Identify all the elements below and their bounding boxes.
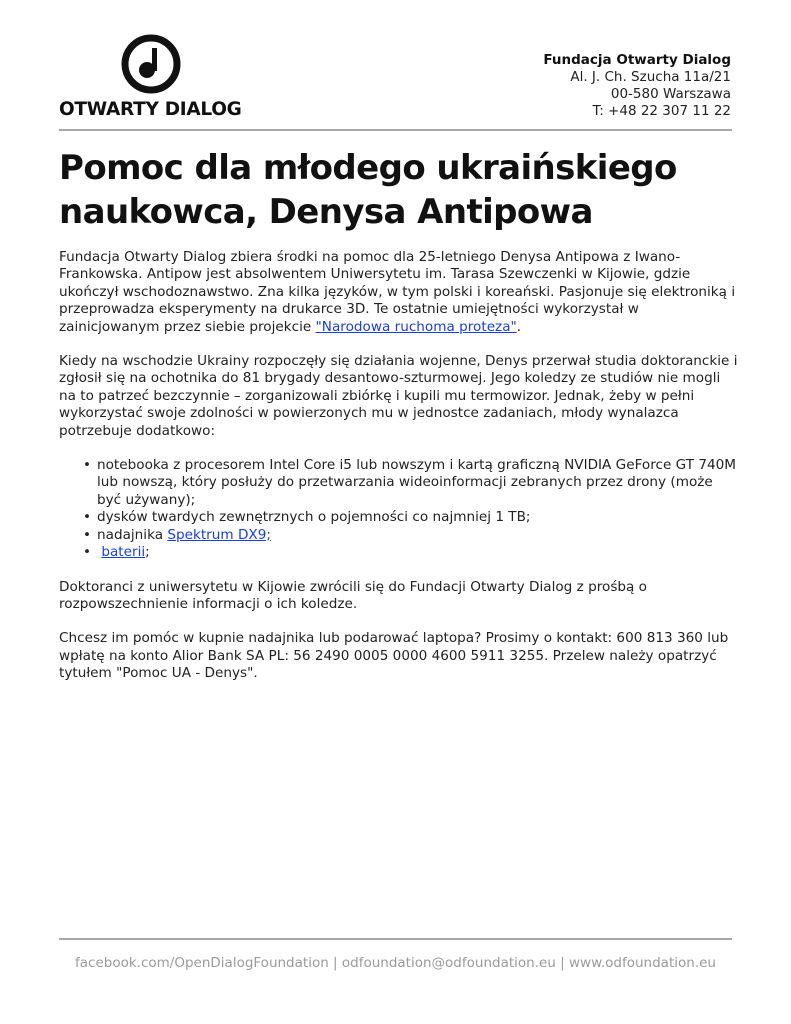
page-title: Pomoc dla młodego ukraińskiego naukowca, Denysa Antipowa [59, 148, 677, 232]
paragraph-request: Doktoranci z uniwersytetu w Kijowie zwrócili się do Fundacji Otwarty Dialog z prośbą o rozpowszechnienie informacji o ich koledze. [59, 578, 647, 612]
list-item-batteries [97, 544, 739, 561]
list-item-notebook: • notebooka z procesorem Intel Core i5 lub nowszym i kartą graficzną NVIDIA GeForce GT 740M lub nowszą, który posłuży do przetwarzania wideoinformacji zebranych przez drony (może być używany); [97, 457, 739, 509]
spektrum-dx9-link[interactable]: Spektrum DX9; [167, 526, 271, 543]
otwarty-dialog-logo-icon [121, 34, 181, 94]
paragraph-intro-text: Fundacja Otwarty Dialog zbiera środki na pomoc dla 25-letniego Denysa Antipowa z Iwano-Frankowska. Antipow jest absolwentem Uniwersytetu im. Tarasa Szewczenki w Kijowie, gdzie ukończył wschodoznawstwo. Zna kilka języków, w tym polski i koreański. Pasjonuje się elektroniką i przeprowadza eksperymenty na drukarce 3D. Te ostatnie umiejętności wykorzystał w zainicjowanym przez siebie projekcie [59, 249, 736, 335]
logo [59, 34, 249, 124]
narodowa-ruchoma-proteza-link[interactable]: "Narodowa ruchoma proteza" [315, 318, 517, 335]
address-city: 00-580 Warszawa [610, 86, 731, 102]
batteries-link[interactable]: baterii [101, 544, 146, 561]
needs-list [59, 457, 739, 561]
logo-text: OTWARTY DIALOG [59, 99, 242, 120]
footer-contact-line: facebook.com/OpenDialogFoundation | odfoundation@odfoundation.eu | www.odfoundation.eu [75, 955, 716, 971]
paragraph-contact: Chcesz im pomóc w kupnie nadajnika lub podarować laptopa? Prosimy o kontakt: 600 813 360 lub wpłatę na konto Alior Bank SA PL: 56 2490 0005 0000 4600 5911 3255. Przelew należy opatrzyć tytułem "Pomoc UA - Denys". [59, 630, 729, 682]
paragraph-intro [59, 249, 739, 336]
paragraph-intro-end: . [516, 318, 522, 335]
list-item-transmitter-label: nadajnika [97, 526, 168, 543]
header-divider [59, 129, 732, 131]
list-item-hard-drives: • dysków twardych zewnętrznych o pojemności co najmniej 1 TB; [97, 509, 739, 526]
organization-address [543, 52, 731, 120]
list-item-transmitter [97, 527, 739, 544]
address-street: Al. J. Ch. Szucha 11a/21 [570, 69, 731, 85]
phone-number: T: +48 22 307 11 22 [592, 103, 731, 119]
organization-name: Fundacja Otwarty Dialog [543, 52, 731, 68]
paragraph-war: Kiedy na wschodzie Ukrainy rozpoczęły się działania wojenne, Denys przerwał studia doktoranckie i zgłosił się na ochotnika do 81 brygady desantowo-szturmowej. Jego koledzy ze studiów nie mogli na to patrzeć bezczynnie – zorganizowali zbiórkę i kupili mu termowizor. Jednak, żeby w pełni wykorzystać swoje zdolności w powierzonych mu w jednostce zadaniach, młody wynalazca potrzebuje dodatkowo: [59, 353, 738, 439]
footer-divider [59, 938, 732, 940]
list-item-batteries-suffix: ; [145, 544, 150, 561]
article-body [59, 249, 739, 700]
